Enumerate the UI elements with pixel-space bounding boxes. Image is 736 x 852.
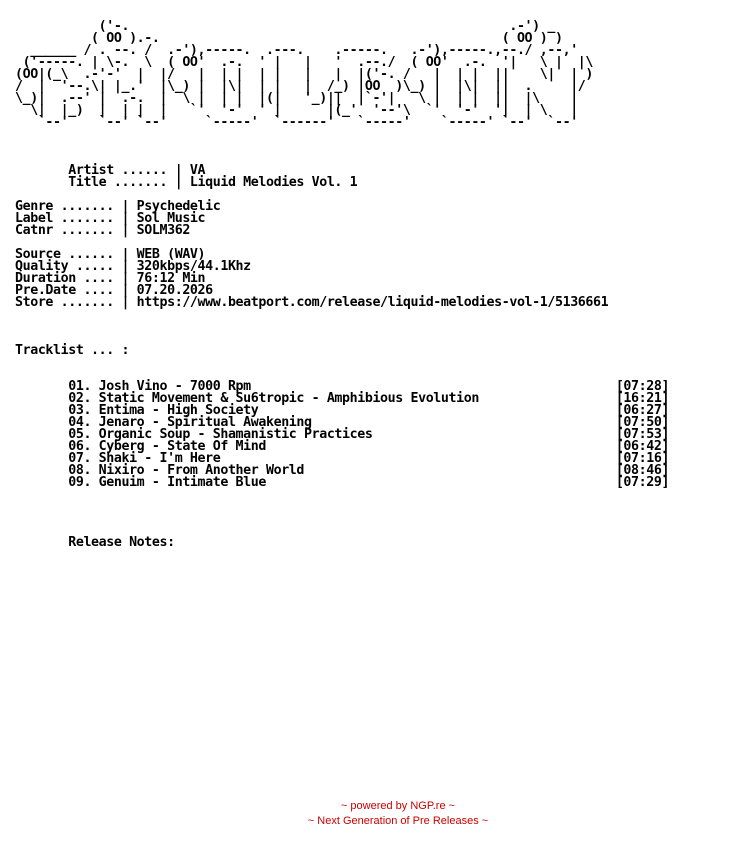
nfo-line: Source ...... | WEB (WAV): [15, 247, 206, 262]
nfo-line: \_)| .--' | .-. | \ | | | |(| '_)|| |`-'| \ | | | || |\ |: [15, 91, 578, 106]
nfo-line: Label ....... | Sol Music: [15, 211, 206, 226]
nfo-line: [15, 309, 669, 321]
nfo-line: [15, 501, 669, 513]
nfo-line: 03. Entima - High Society [06:27]: [15, 403, 670, 418]
nfo-line: [15, 321, 669, 333]
nfo-line: ______ / . --. / .-'),-----. .---. .-----. .-'),-----.,--./ ,--,': [15, 43, 578, 58]
nfo-line: 08. Nixiro - From Another World [08:46]: [15, 463, 670, 478]
nfo-line: 07. Shaki - I'm Here [07:16]: [15, 451, 670, 466]
nfo-line: (OO|(_\ .-'-' | |/ | | | | | | | |('-. / | | | || \| | ): [15, 67, 594, 82]
nfo-line: `--' `--' `--' `-----' `------' `-----' `-----' `--' `--': [15, 115, 578, 130]
nfo-line: [15, 513, 669, 525]
nfo-line: 09. Genuim - Intimate Blue [07:29]: [15, 475, 670, 490]
nfo-line: [15, 141, 669, 153]
nfo-line: 01. Josh Vino - 7000 Rpm [07:28]: [15, 379, 670, 394]
footer-tagline: ~ Next Generation of Pre Releases ~: [307, 815, 489, 827]
nfo-line: ('-----. | \-. \ ( OO' .-. ' | | ' .--./ ( OO' .-. '| \ | |\: [15, 55, 594, 70]
footer: [0, 799, 736, 829]
nfo-line: Tracklist ... :: [15, 343, 130, 358]
nfo-text-block: [15, 21, 669, 549]
nfo-line: Catnr ....... | SOLM362: [15, 223, 190, 238]
nfo-line: [15, 129, 669, 141]
nfo-line: ('-. .-') _: [15, 19, 555, 34]
nfo-line: Genre ....... | Psychedelic: [15, 199, 221, 214]
nfo-line: Pre.Date .... | 07.20.2026: [15, 283, 213, 298]
nfo-line: \| |_) | | | | `' '-' ' | |(_' '--'\ `' '-' '| | \ |: [15, 103, 578, 118]
nfo-line: [15, 357, 669, 369]
nfo-line: 05. Organic Soup - Shamanistic Practices [07:53]: [15, 427, 670, 442]
nfo-line: Quality ..... | 320kbps/44.1Khz: [15, 259, 251, 274]
nfo-line: 04. Jenaro - Spiritual Awakening [07:50]: [15, 415, 670, 430]
nfo-line: Artist ...... | VA: [15, 163, 206, 178]
nfo-line: [15, 489, 669, 501]
nfo-line: ( OO ).-. ( OO ) ): [15, 31, 563, 46]
nfo-line: 06. Cyberg - State Of Mind [06:42]: [15, 439, 670, 454]
nfo-line: / | '--.\| |_.' |\_) | |\| | | | /_) |OO )\_) | |\| || . |/: [15, 79, 586, 94]
nfo-line: Release Notes:: [15, 535, 175, 550]
nfo-line: Store ....... | https://www.beatport.com/release/liquid-melodies-vol-1/5136661: [15, 295, 609, 310]
footer-powered-by: ~ powered by NGP.re ~: [340, 800, 456, 812]
nfo-line: Duration .... | 76:12 Min: [15, 271, 206, 286]
nfo-line: Title ....... | Liquid Melodies Vol. 1: [15, 175, 358, 190]
nfo-line: 02. Static Movement & Su6tropic - Amphibious Evolution [16:21]: [15, 391, 670, 406]
